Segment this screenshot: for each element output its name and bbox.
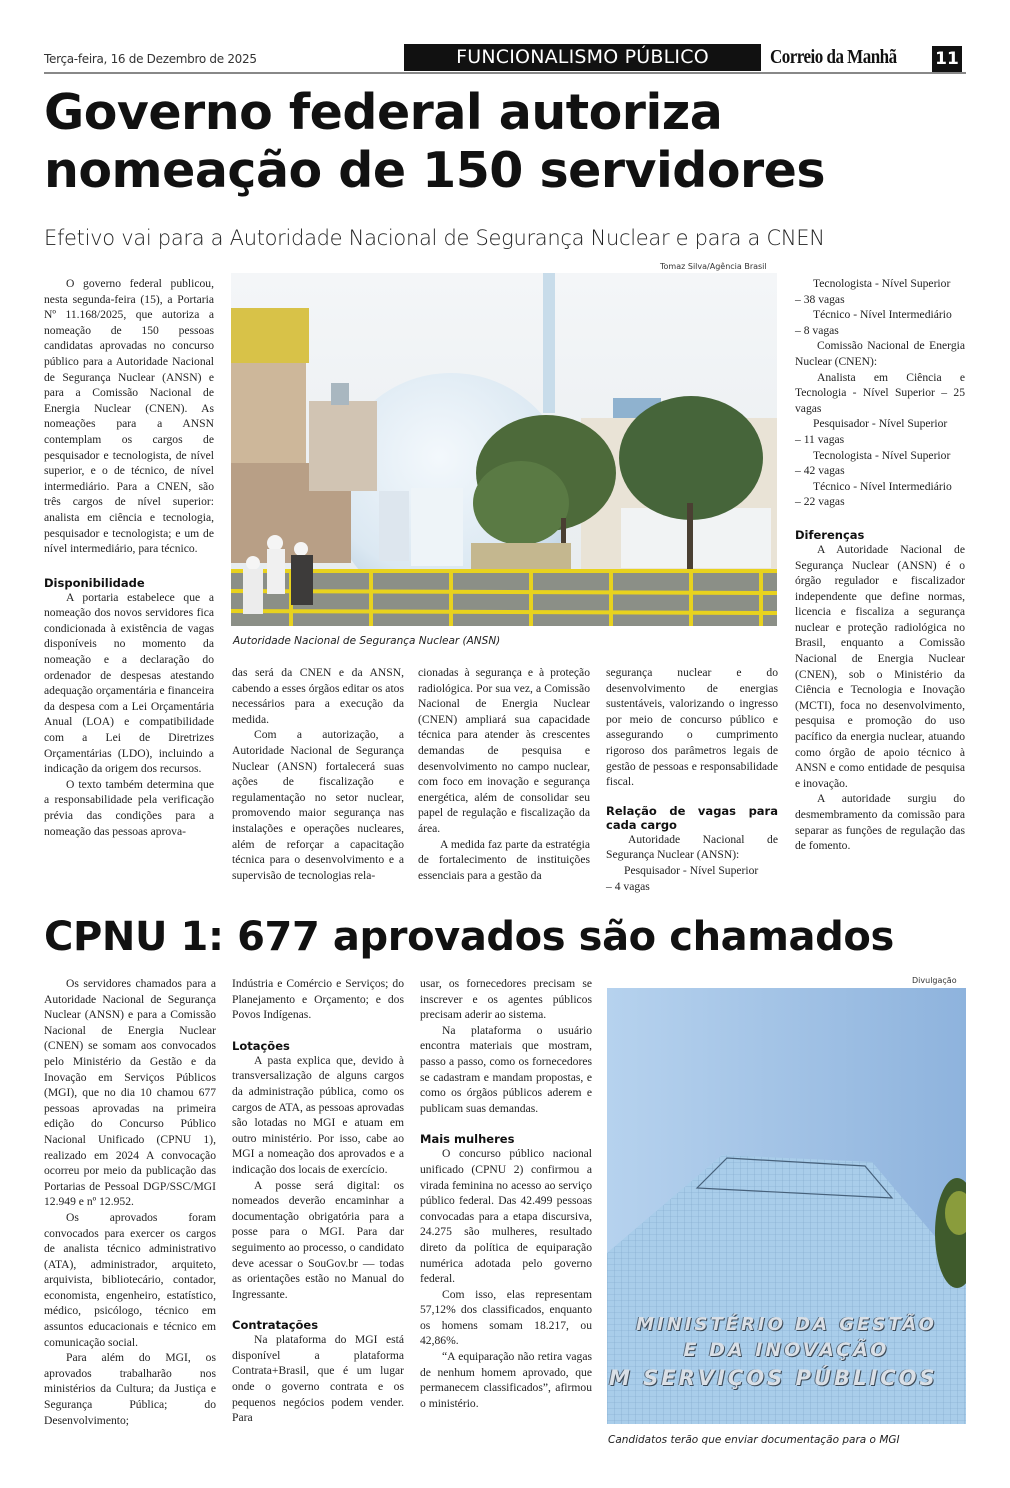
subheading-mais-mulheres: Mais mulheres xyxy=(420,1132,515,1147)
vacancy-count: – 8 vagas xyxy=(795,323,839,337)
paragraph: cionadas à segurança e à proteção radiológica. Por sua vez, a Comissão Nacional de Energia Nuclear (CNEN) ampliará sua capacidade técnica para atender às crescentes demandas de pesquisa e desenvolvimento no campo nuclear, com foco em inovação e segurança energética, além de consolidar seu papel de regulação e fiscalização da área. xyxy=(418,666,590,835)
sign-line-3: M SERVIÇOS PÚBLICOS xyxy=(609,1366,938,1390)
paragraph: Indústria e Comércio e Serviços; do Planejamento e Orçamento; e dos Povos Indígenas. xyxy=(232,977,404,1022)
vacancy-role: Técnico - Nível Intermediário xyxy=(813,479,952,493)
article2-headline: CPNU 1: 677 aprovados são chamados xyxy=(44,914,894,960)
paragraph: A portaria estabelece que a nomeação dos novos servidores fica condicionada à existência de vagas disponíveis no momento da nomeação e a declaração do ordenador de despesas atestando adequação orçamentária e financeira da despesa com a Lei Orçamentária Anual (LOA) e compatibilidade com a Lei de Diretrizes Orçamentárias (LDO), incluindo a indicação da origem dos recursos. xyxy=(44,590,214,776)
photo-credit: Tomaz Silva/Agência Brasil xyxy=(660,262,767,271)
ansn-label: Autoridade Nacional de Segurança Nuclear (ANSN): xyxy=(606,832,778,862)
article1-column-5 xyxy=(795,276,965,854)
article1-headline xyxy=(44,84,944,200)
paragraph: segurança nuclear e do desenvolvimento de energias sustentáveis, valorizando o ingresso por meio de concurso público e assegurando o cumprimento rigoroso dos parâmetros legais de gestão de pessoas e responsabilidade fiscal. xyxy=(606,666,778,789)
vacancy-role: Pesquisador - Nível Superior xyxy=(624,863,759,877)
vacancy-item: Analista em Ciência e Tecnologia - Nível Superior – 25 vagas xyxy=(795,370,965,415)
cnen-label: Comissão Nacional de Energia Nuclear (CNEN): xyxy=(795,339,965,368)
article1-column-3 xyxy=(418,665,590,883)
paragraph: “A equiparação não retira vagas de nenhum homem aprovado, que permanecem classificados”, afirmou o ministério. xyxy=(420,1350,592,1410)
vacancy-item xyxy=(795,479,965,510)
subheading-contratacoes: Contratações xyxy=(232,1318,319,1333)
paragraph: das será da CNEN e da ANSN, cabendo a esses órgãos editar os atos necessários para a execução da medida. xyxy=(232,666,404,726)
paragraph: A autoridade surgiu do desmembramento da comissão para separar as funções de regulação das de fomento. xyxy=(795,792,965,853)
vacancy-role: Pesquisador - Nível Superior xyxy=(813,417,948,431)
paragraph: A pasta explica que, devido à transversalização de alguns cargos da administração pública, como os cargos de ATA, as pessoas aprovadas são lotadas no MGI e atuam em outro ministério. Por isso, cabe ao MGI a nomeação dos aprovados e a indicação dos locais de exercício. xyxy=(232,1053,404,1176)
paragraph: usar, os fornecedores precisam se inscrever e os agentes públicos precisam aderir ao sistema. xyxy=(420,977,592,1022)
nuclear-facility-photo xyxy=(231,273,777,626)
article1-column-1 xyxy=(44,276,214,839)
sign-line-2: E DA INOVAÇÃO xyxy=(683,1339,890,1361)
subheading-lotacoes: Lotações xyxy=(232,1038,290,1053)
article1-subheadline: Efetivo vai para a Autoridade Nacional de Segurança Nuclear e para a CNEN xyxy=(44,226,825,250)
vacancy-item xyxy=(795,416,965,447)
header-divider xyxy=(44,72,966,74)
subheading-disponibilidade: Disponibilidade xyxy=(44,575,145,590)
article2-column-1 xyxy=(44,976,216,1428)
paragraph: Com a autorização, a Autoridade Nacional de Segurança Nuclear (ANSN) fortalecerá suas ações de fiscalização e regulamentação no setor nuclear, promovendo maior segurança nas instalações e operações nucleares, além de reforçar a capacitação técnica para o desenvolvimento e a supervisão de tecnologias rela- xyxy=(232,728,404,882)
vacancy-role: Tecnologista - Nível Superior xyxy=(813,277,951,290)
vacancy-role: Tecnologista - Nível Superior xyxy=(813,448,951,462)
nuclear-plant-image xyxy=(231,273,777,626)
building-sign xyxy=(607,1313,966,1393)
vacancy-item xyxy=(795,276,965,307)
subheading-diferencas: Diferenças xyxy=(795,527,865,542)
vacancy-item xyxy=(606,863,778,894)
paragraph: A medida faz parte da estratégia de fortalecimento de instituições essenciais para a gestão da xyxy=(418,837,590,882)
vacancy-count: – 4 vagas xyxy=(606,879,650,893)
page-number: 11 xyxy=(932,46,962,72)
section-label: FUNCIONALISMO PÚBLICO xyxy=(404,44,761,71)
paragraph: Para além do MGI, os aprovados trabalharão nos ministérios da Cultura; da Justiça e Segurança Pública; do Desenvolvimento; xyxy=(44,1351,216,1427)
paragraph: O texto também determina que a responsabilidade pela verificação prévia das condições para a nomeação das pessoas aprova- xyxy=(44,777,214,838)
vacancy-item xyxy=(795,307,965,338)
headline-line-1: Governo federal autoriza xyxy=(44,84,723,141)
headline-line-2: nomeação de 150 servidores xyxy=(44,142,826,199)
photo-caption: Autoridade Nacional de Segurança Nuclear (ANSN) xyxy=(233,635,501,647)
vacancy-role: Técnico - Nível Intermediário xyxy=(813,308,952,322)
mgi-building-photo xyxy=(607,988,966,1424)
article1-column-2 xyxy=(232,665,404,883)
vacancy-count: – 22 vagas xyxy=(795,495,845,509)
subheading-relacao-vagas: Relação de vagas para cada cargo xyxy=(606,803,778,832)
paragraph: O governo federal publicou, nesta segunda-feira (15), a Portaria Nº 11.168/2025, que autoriza a nomeação de 150 pessoas candidatas aprovadas no concurso público para a Autoridade Nacional de Segurança Nuclear (ANSN) e para a Comissão Nacional de Energia Nuclear (CNEN). As nomeações para a ANSN contemplam os cargos de pesquisador e tecnologista, de nível superior, e o de técnico, de nível intermediário. Para a CNEN, são três cargos de nível superior: analista em ciência e tecnologia, pesquisador e tecnologista; e um de nível intermediário, para técnico. xyxy=(44,277,214,556)
vacancy-item xyxy=(795,448,965,479)
vacancy-count: – 42 vagas xyxy=(795,464,845,478)
page-header xyxy=(44,44,966,74)
sign-line-1: MINISTÉRIO DA GESTÃO xyxy=(636,1314,937,1335)
issue-date: Terça-feira, 16 de Dezembro de 2025 xyxy=(44,52,257,66)
paragraph: Na plataforma o usuário encontra materiais que mostram, passo a passo, como os fornecedores se cadastram e mandam propostas, e como os órgãos públicos aderem e publicam suas demandas. xyxy=(420,1023,592,1115)
paragraph: Na plataforma do MGI está disponível a plataforma Contrata+Brasil, que é um lugar onde o governo contrata e os pequenos negócios podem vender. Para xyxy=(232,1333,404,1425)
paragraph: A posse será digital: os nomeados deverão encaminhar a documentação obrigatória para a posse para o MGI. Para dar seguimento ao processo, o candidato deve acessar o SouGov.br — todas as orientações estão no Manual do Ingressante. xyxy=(232,1178,404,1301)
vacancy-count: – 11 vagas xyxy=(795,432,845,446)
article1-column-4 xyxy=(606,665,778,894)
paragraph: Os aprovados foram convocados para exercer os cargos de analista técnico administrativo (ATA), administrador, arquiteto, arquivista, bibliotecário, contador, economista, engenheiro, estatístico, médico, psicólogo, técnico em assuntos educacionais e técnico em comunicação social. xyxy=(44,1210,216,1349)
vacancy-count: – 38 vagas xyxy=(795,292,845,306)
paragraph: Com isso, elas representam 57,12% dos classificados, enquanto os homens somam 18.217, ou 42,86%. xyxy=(420,1287,592,1348)
paragraph: O concurso público nacional unificado (CPNU 2) confirmou a virada feminina no acesso ao serviço público federal. Das 42.499 pessoas convocadas para a etapa discursiva, 24.275 são mulheres, resultado direto da política de equiparação numérica adotada pelo governo federal. xyxy=(420,1147,592,1286)
photo-credit: Divulgação xyxy=(912,976,957,985)
photo-caption: Candidatos terão que enviar documentação para o MGI xyxy=(608,1434,900,1446)
paragraph: A Autoridade Nacional de Segurança Nuclear (ANSN) é o órgão regulador e fiscalizador independente que define normas, licencia e fiscaliza a segurança nuclear e proteção radiológica no Brasil, enquanto a Comissão Nacional de Energia Nuclear (CNEN), sob o Ministério da Ciência e Tecnologia e Inovação (MCTI), foca no desenvolvimento, pesquisa e promoção do uso pacífico da energia nuclear, atuando como órgão de apoio técnico à ANSN e como entidade de pesquisa e inovação. xyxy=(795,542,965,790)
paragraph: Os servidores chamados para a Autoridade Nacional de Segurança Nuclear (ANSN) e para a Comissão Nacional de Energia Nuclear (CNEN) se somam aos convocados pelo Ministério da Gestão e da Inovação em Serviços Públicos (MGI), que no dia 10 chamou 677 pessoas aprovadas na primeira edição do Concurso Público Nacional Unificado (CPNU 1), realizado em 2024 A convocação ocorreu por meio da publicação das Portarias de Pessoal DGP/SSC/MGI 12.949 e nº 12.952. xyxy=(44,977,216,1209)
article2-column-2 xyxy=(232,976,404,1426)
newspaper-logo: Correio da Manhã xyxy=(770,46,897,68)
article2-column-3 xyxy=(420,976,592,1411)
